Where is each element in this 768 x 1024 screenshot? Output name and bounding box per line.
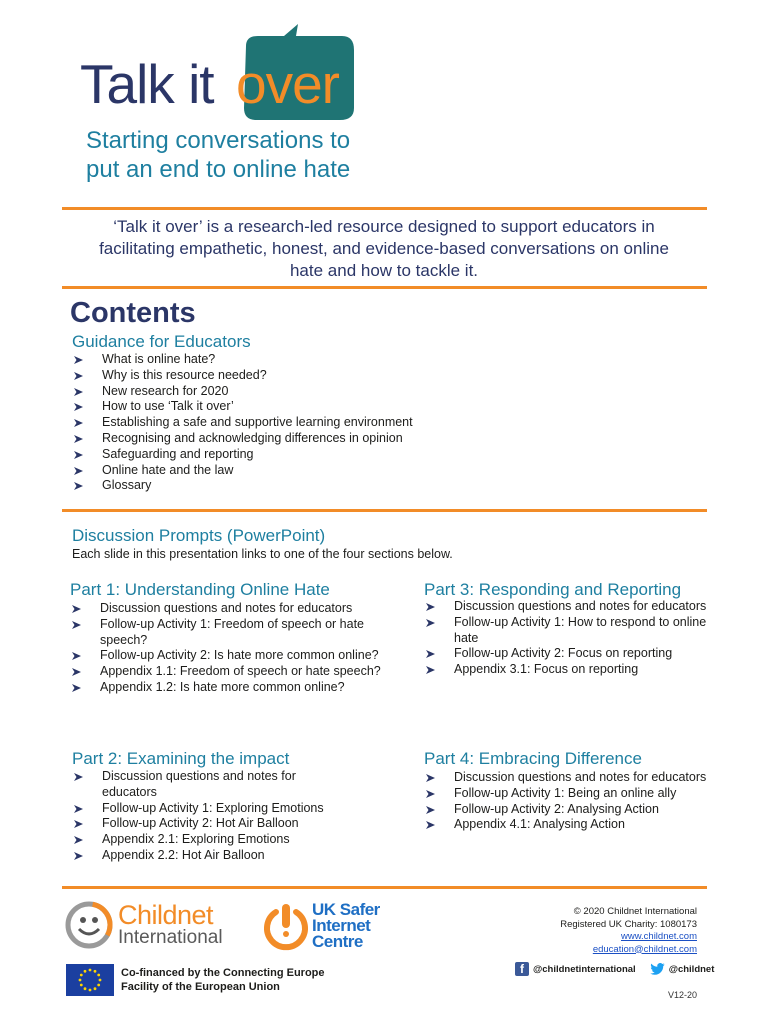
- guidance-heading: Guidance for Educators: [72, 332, 251, 351]
- list-item-text: Follow-up Activity 1: How to respond to online hate: [454, 614, 707, 645]
- divider-guidance: [62, 509, 707, 512]
- arrow-bullet-icon: [426, 790, 435, 798]
- list-item-text: Follow-up Activity 1: Freedom of speech or hate speech?: [100, 616, 365, 647]
- arrow-bullet-icon: [426, 806, 435, 814]
- list-item: [72, 447, 492, 463]
- subtitle-line-2: put an end to online hate: [86, 156, 351, 183]
- list-item-text: What is online hate?: [102, 352, 216, 366]
- arrow-bullet-icon: [72, 668, 81, 676]
- list-item: [70, 680, 400, 696]
- prompts-heading: Discussion Prompts (PowerPoint): [72, 526, 326, 545]
- list-item: [72, 399, 492, 415]
- ukssic-power-icon: [262, 902, 310, 952]
- eu-text-line-2: Facility of the European Union: [121, 981, 280, 993]
- divider-top: [62, 207, 707, 210]
- ukssic-line-1: UK Safer: [312, 900, 380, 919]
- arrow-bullet-icon: [74, 451, 83, 459]
- ukssic-line-3: Centre: [312, 932, 363, 951]
- arrow-bullet-icon: [74, 482, 83, 490]
- part2-list: [72, 769, 352, 864]
- list-item: [72, 431, 492, 447]
- list-item: [424, 662, 714, 678]
- list-item: [72, 848, 352, 864]
- list-item: [424, 802, 714, 818]
- arrow-bullet-icon: [74, 773, 83, 781]
- arrow-bullet-icon: [74, 403, 83, 411]
- divider-footer: [62, 886, 707, 889]
- ukssic-line-2: Internet: [312, 916, 371, 935]
- arrow-bullet-icon: [72, 621, 81, 629]
- list-item-text: Appendix 1.2: Is hate more common online?: [100, 679, 345, 694]
- list-item-text: Follow-up Activity 2: Is hate more common online?: [100, 648, 379, 663]
- arrow-bullet-icon: [74, 467, 83, 475]
- arrow-bullet-icon: [426, 650, 435, 658]
- list-item: [72, 384, 492, 400]
- list-item: [424, 615, 714, 647]
- eu-cofinanced-text: [121, 966, 325, 994]
- part4-heading: Part 4: Embracing Difference: [424, 749, 642, 768]
- list-item-text: Why is this resource needed?: [102, 367, 267, 382]
- list-item-text: Appendix 2.2: Hot Air Balloon: [102, 847, 265, 862]
- list-item: [424, 770, 714, 786]
- list-item: [72, 368, 492, 384]
- list-item-text: How to use ‘Talk it over’: [102, 399, 234, 414]
- part3-heading: Part 3: Responding and Reporting: [424, 580, 682, 599]
- intro-paragraph: ‘Talk it over’ is a research-led resource designed to support educators in facilitating empathetic, honest, and evidence-based conversations on online hate and how to tackle it.: [99, 217, 669, 280]
- part1-list: [70, 601, 400, 696]
- list-item: [72, 816, 352, 832]
- arrow-bullet-icon: [74, 836, 83, 844]
- list-item: [70, 601, 400, 617]
- copyright-text: © 2020 Childnet International: [573, 906, 697, 917]
- twitter-icon[interactable]: [650, 963, 665, 975]
- twitter-handle[interactable]: @childnet: [668, 963, 715, 975]
- list-item: [70, 664, 400, 680]
- list-item-text: Appendix 1.1: Freedom of speech or hate speech?: [100, 664, 381, 679]
- list-item-text: Follow-up Activity 1: Exploring Emotions: [102, 800, 324, 815]
- list-item: [72, 769, 352, 801]
- childnet-sub: International: [118, 927, 223, 948]
- guidance-list: [72, 352, 492, 494]
- list-item-text: Discussion questions and notes for educators: [454, 770, 707, 784]
- logo-talk-text: Talk it: [80, 53, 214, 115]
- list-item: [424, 786, 714, 802]
- arrow-bullet-icon: [426, 603, 435, 611]
- list-item-text: Discussion questions and notes for educators: [100, 601, 353, 615]
- ukssic-text: [312, 902, 380, 950]
- list-item: [72, 463, 492, 479]
- list-item-text: Appendix 3.1: Focus on reporting: [454, 662, 639, 677]
- arrow-bullet-icon: [72, 605, 81, 613]
- list-item-text: Glossary: [102, 478, 152, 493]
- list-item-text: Follow-up Activity 2: Focus on reporting: [454, 646, 673, 661]
- subtitle-line-1: Starting conversations to: [86, 127, 351, 154]
- divider-intro: [62, 286, 707, 289]
- list-item: [424, 599, 714, 615]
- list-item-text: New research for 2020: [102, 383, 229, 398]
- arrow-bullet-icon: [72, 684, 81, 692]
- charity-text: Registered UK Charity: 1080173: [560, 918, 697, 930]
- list-item-text: Safeguarding and reporting: [102, 446, 254, 461]
- arrow-bullet-icon: [74, 805, 83, 813]
- arrow-bullet-icon: [74, 435, 83, 443]
- logo-over-text: over: [236, 53, 339, 115]
- list-item-text: Appendix 4.1: Analysing Action: [454, 817, 625, 832]
- part4-list: [424, 770, 714, 833]
- social-row: [515, 962, 714, 976]
- list-item-text: Follow-up Activity 2: Analysing Action: [454, 801, 659, 816]
- arrow-bullet-icon: [72, 652, 81, 660]
- list-item-text: Follow-up Activity 2: Hot Air Balloon: [102, 816, 299, 831]
- list-item: [72, 478, 492, 494]
- arrow-bullet-icon: [426, 774, 435, 782]
- arrow-bullet-icon: [74, 356, 83, 364]
- list-item-text: Online hate and the law: [102, 462, 234, 477]
- version-text: V12-20: [667, 990, 697, 1000]
- website-link[interactable]: www.childnet.com: [620, 931, 697, 942]
- eu-text-line-1: Co-financed by the Connecting Europe: [121, 967, 325, 979]
- arrow-bullet-icon: [74, 852, 83, 860]
- part3-list: [424, 599, 714, 678]
- childnet-smiley-icon: [64, 900, 114, 950]
- arrow-bullet-icon: [426, 619, 435, 627]
- list-item: [72, 415, 492, 431]
- list-item: [424, 817, 714, 833]
- list-item: [72, 801, 352, 817]
- part2-heading: Part 2: Examining the impact: [72, 749, 290, 768]
- eu-flag-icon: [66, 964, 114, 996]
- contents-title: Contents: [70, 297, 196, 329]
- list-item-text: Appendix 2.1: Exploring Emotions: [102, 832, 290, 847]
- arrow-bullet-icon: [74, 820, 83, 828]
- facebook-icon[interactable]: f: [515, 962, 529, 976]
- list-item-text: Establishing a safe and supportive learning environment: [102, 415, 413, 430]
- arrow-bullet-icon: [426, 821, 435, 829]
- list-item: [70, 617, 400, 649]
- part1-heading: Part 1: Understanding Online Hate: [70, 580, 330, 599]
- arrow-bullet-icon: [74, 372, 83, 380]
- childnet-name: Childnet: [118, 900, 214, 930]
- list-item-text: Discussion questions and notes for educators: [102, 769, 296, 799]
- email-link[interactable]: education@childnet.com: [592, 943, 697, 955]
- arrow-bullet-icon: [426, 666, 435, 674]
- list-item-text: Follow-up Activity 1: Being an online ally: [454, 785, 677, 800]
- arrow-bullet-icon: [74, 419, 83, 427]
- facebook-handle[interactable]: @childnetinternational: [533, 963, 636, 975]
- list-item-text: Discussion questions and notes for educators: [454, 599, 707, 613]
- list-item: [72, 352, 492, 368]
- list-item: [72, 832, 352, 848]
- logo-subtitle: [86, 126, 350, 184]
- list-item: [70, 648, 400, 664]
- list-item-text: Recognising and acknowledging differences in opinion: [102, 430, 403, 445]
- arrow-bullet-icon: [74, 388, 83, 396]
- footer-info: [560, 906, 697, 956]
- prompts-intro: Each slide in this presentation links to one of the four sections below.: [72, 547, 453, 561]
- list-item: [424, 646, 714, 662]
